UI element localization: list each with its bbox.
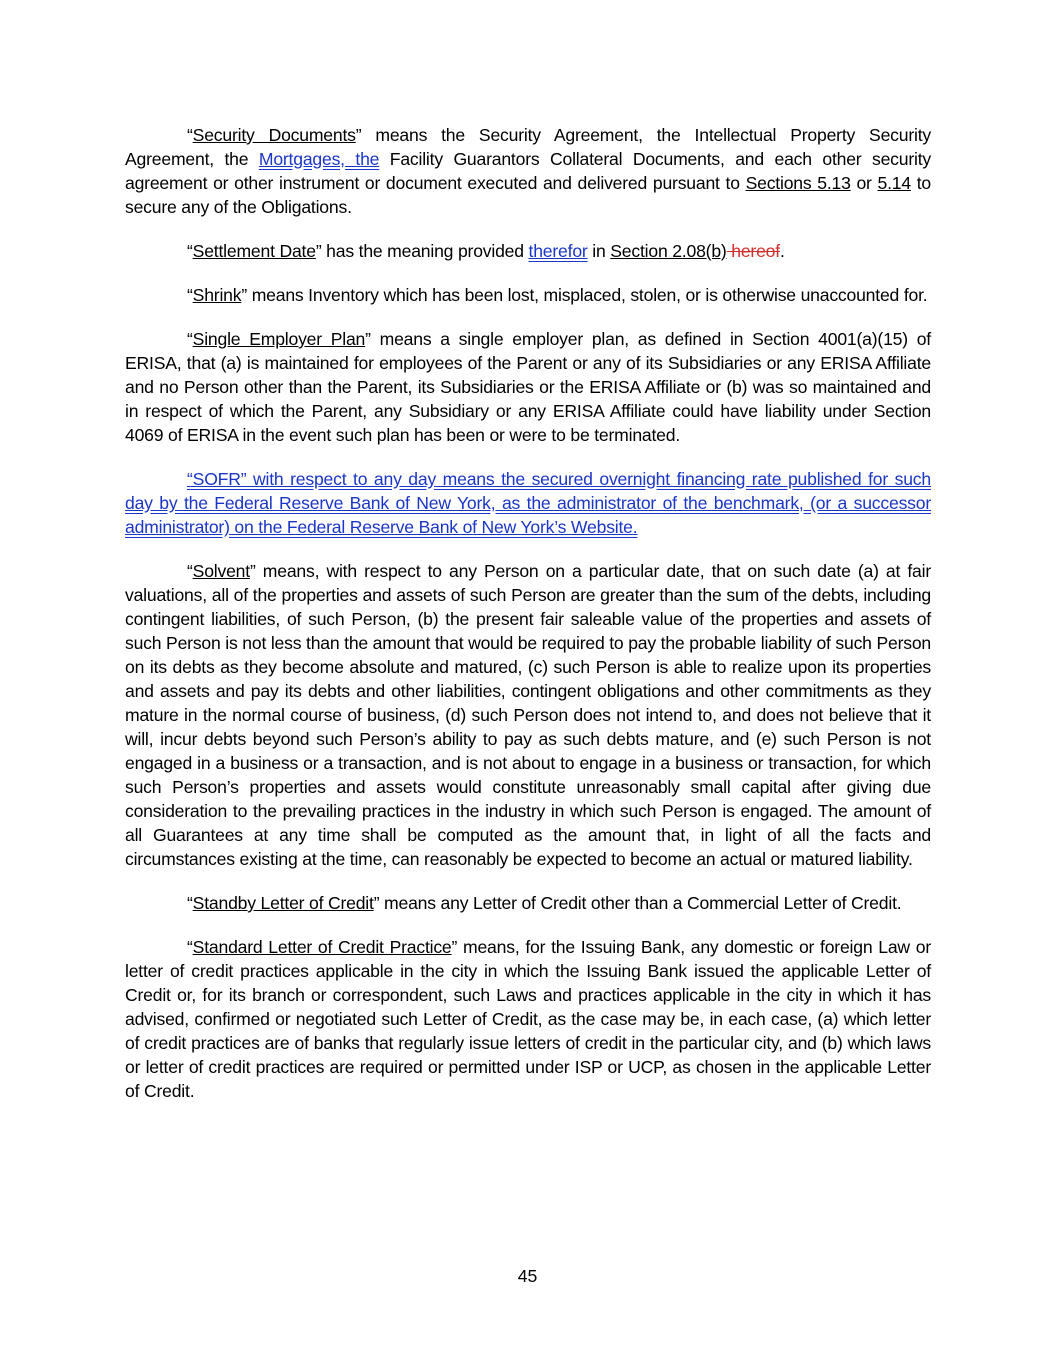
definition-text: Facility Guarantors Collateral Documents, and each other security agreement or other instrument or document executed and delivered pursuant to xyxy=(125,149,932,193)
open-quote: “ xyxy=(187,561,193,581)
inserted-text: Mortgages, the xyxy=(258,149,380,169)
document-page xyxy=(125,123,931,1123)
definition-text: in xyxy=(587,241,611,261)
defined-term: Settlement Date xyxy=(192,241,316,261)
inserted-text: “SOFR” with respect to any day means the secured overnight financing rate published for such day by the Federal Reserve Bank of New York, as the administrator of the benchmark, (or a successor administrator) on the Federal Reserve Bank of New York’s Website. xyxy=(125,469,931,537)
defined-term: Single Employer Plan xyxy=(192,329,366,349)
definition-text: ” means Inventory which has been lost, misplaced, stolen, or is otherwise unaccounted for. xyxy=(241,285,928,305)
page-number: 45 xyxy=(517,1266,538,1286)
definition-text: ” means the Security Agreement, the Intellectual Property Security Agreement, the xyxy=(125,125,931,169)
definition-text: or xyxy=(850,173,878,193)
defined-term: Solvent xyxy=(192,561,250,581)
inserted-text: therefor xyxy=(528,241,588,261)
definition-text: ” means, with respect to any Person on a particular date, that on such date (a) at fair valuations, all of the properties and assets of such Person are greater than the sum of the debts, including contingent liabilities, of such Person, (b) the present fair saleable value of the properties and assets of such Person is not less than the amount that would be required to pay the probable liability of such Person on its debts as they become absolute and matured, (c) such Person is able to realize upon its properties and assets and pay its debts and other liabilities, contingent obligations and other commitments as they mature in the normal course of business, (d) such Person does not intend to, and does not believe that it will, incur debts beyond such Person’s ability to pay as such debts mature, and (e) such Person is not engaged in a business or a transaction, and is not about to engage in a business or transaction, for which such Person’s properties and assets would constitute unreasonably small capital after giving due consideration to the prevailing practices in the industry in which such Person is engaged. The amount of all Guarantees at any time shall be computed as the amount that, in light of all the facts and circumstances existing at the time, can reasonably be expected to become an actual or matured liability. xyxy=(125,561,932,869)
definition-settlement-date xyxy=(125,239,931,263)
defined-term: Security Documents xyxy=(192,125,356,145)
defined-term: Standby Letter of Credit xyxy=(192,893,374,913)
definition-text: ” means a single employer plan, as defined in Section 4001(a)(15) of ERISA, that (a) is maintained for employees of the Parent or any of its Subsidiaries or any ERISA Affiliate and no Person other than the Parent, its Subsidiaries or the ERISA Affiliate or (b) was so maintained and in respect of which the Parent, any Subsidiary or any ERISA Affiliate could have liability under Section 4069 of ERISA in the event such plan has been or were to be terminated. xyxy=(125,329,931,445)
definition-text: ” means any Letter of Credit other than a Commercial Letter of Credit. xyxy=(373,893,902,913)
definition-text: ” means, for the Issuing Bank, any domestic or foreign Law or letter of credit practices applicable in the city in which the Issuing Bank issued the applicable Letter of Credit or, for its branch or correspondent, such Laws and practices applicable in the city in which it has advised, confirmed or negotiated such Letter of Credit, as the case may be, in each case, (a) which letter of credit practices are of banks that regularly issue letters of credit in the particular city, and (b) which laws or letter of credit practices are required or permitted under ISP or UCP, as chosen in the applicable Letter of Credit. xyxy=(125,937,931,1101)
deleted-text: hereof xyxy=(726,241,780,261)
open-quote: “ xyxy=(187,285,193,305)
open-quote: “ xyxy=(187,125,193,145)
open-quote: “ xyxy=(187,241,193,261)
definition-solvent xyxy=(125,559,931,871)
open-quote: “ xyxy=(187,329,193,349)
definition-sofr xyxy=(125,467,931,539)
section-reference: Section 2.08(b) xyxy=(610,241,727,261)
definition-shrink xyxy=(125,283,931,307)
definition-standby-letter-of-credit xyxy=(125,891,931,915)
open-quote: “ xyxy=(187,893,193,913)
defined-term: Shrink xyxy=(192,285,242,305)
open-quote: “ xyxy=(187,937,193,957)
definition-security-documents xyxy=(125,123,931,219)
definition-standard-letter-of-credit-practice xyxy=(125,935,931,1103)
section-reference: 5.14 xyxy=(877,173,911,193)
definition-text: to secure any of the Obligations. xyxy=(125,173,932,217)
definition-single-employer-plan xyxy=(125,327,931,447)
section-reference: Sections 5.13 xyxy=(745,173,851,193)
definition-text: ” has the meaning provided xyxy=(315,241,529,261)
definition-text: . xyxy=(779,241,785,261)
defined-term: Standard Letter of Credit Practice xyxy=(192,937,452,957)
